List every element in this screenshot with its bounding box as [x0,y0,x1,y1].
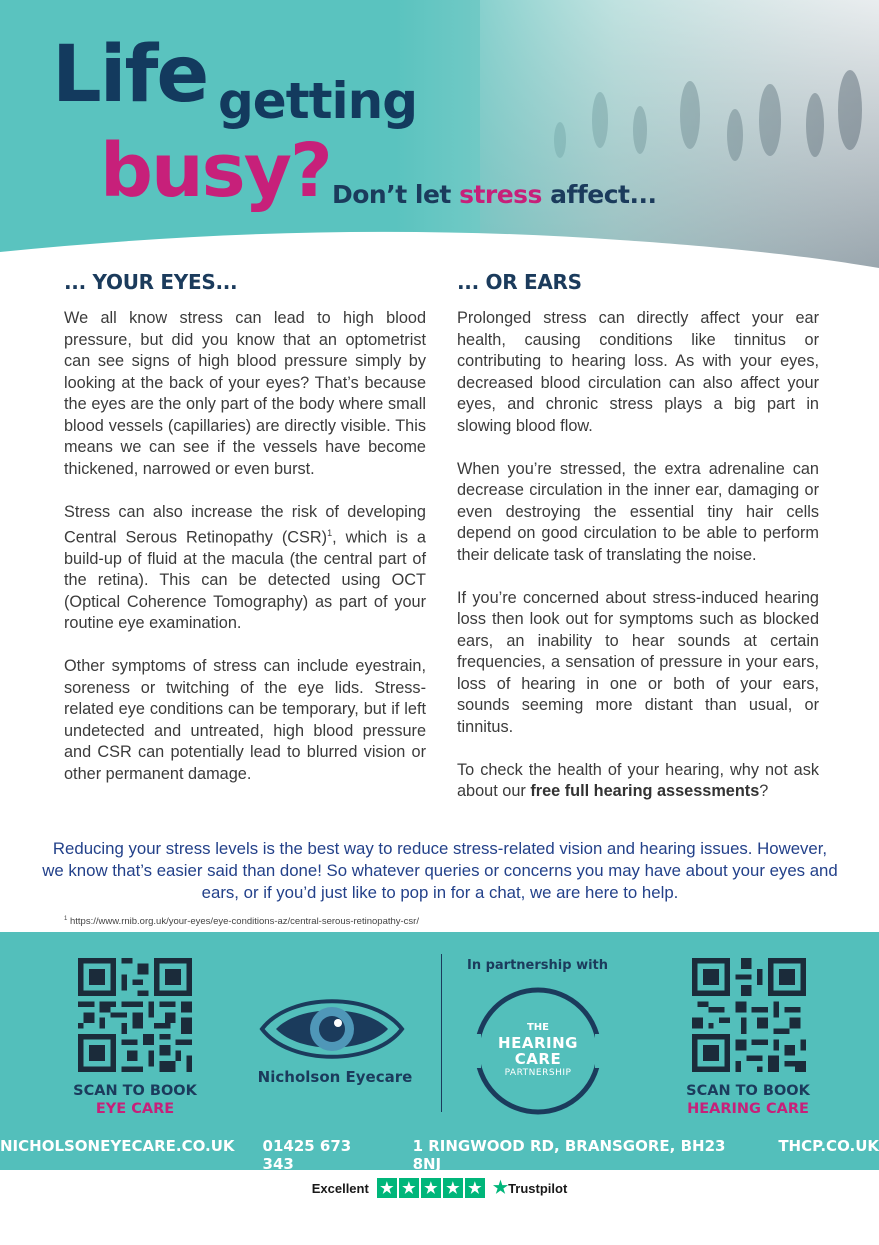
qr-code-hearing-care[interactable] [692,958,806,1072]
headline-life: Life [52,30,208,120]
thcp-hearing: HEARING [498,1034,578,1052]
thcp-partnership: PARTNERSHIP [504,1068,572,1078]
hero-banner [0,0,879,280]
ears-heading: ... OR EARS [457,270,582,294]
thcp-the: THE [526,1022,550,1033]
headline-getting: getting [218,72,418,130]
ears-paragraph-2: When you’re stressed, the extra adrenaline can decrease circulation in the inner ear, damaging or even destroying the essential tiny hair cells depend on good circulation to be able to perform their delicate task of translating the noise. [457,459,819,564]
trustpilot-brand: Trustpilot [508,1181,568,1196]
trustpilot-logo [493,1178,567,1198]
scan-eye-care-label [35,1082,235,1118]
trustpilot-star-icon: ★ [492,1178,509,1197]
star-icon: ★ [399,1178,419,1198]
footnote-number: 1 [64,916,68,922]
contact-bar [0,1137,879,1173]
divider [441,954,442,1112]
website-link-thcp[interactable]: THCP.CO.UK [778,1137,879,1155]
eyes-paragraph-2 [64,502,426,635]
subheadline-part: affect... [541,180,657,209]
ears-paragraph-1: Prolonged stress can directly affect your ear health, causing conditions like tinnitus or contributing to hearing loss. As with your eyes, decreased blood circulation can also affect your eyes, and chronic stress plays a big part in slowing blood flow. [457,309,819,435]
scan-to-book-text: SCAN TO BOOK [73,1083,197,1099]
eye-care-text: EYE CARE [95,1101,175,1117]
eye-logo-icon [256,984,408,1074]
footer-band [0,932,879,1173]
eyes-heading: ... YOUR EYES... [64,270,238,294]
scan-to-book-text: SCAN TO BOOK [686,1083,810,1099]
subheadline-part: Don’t let [332,180,460,209]
hearing-care-text: HEARING CARE [687,1101,809,1117]
website-link[interactable]: NICHOLSONEYECARE.CO.UK [0,1137,235,1155]
footnote-link[interactable]: https://www.rnib.org.uk/your-eyes/eye-conditions-az/central-serous-retinopathy-csr/ [69,916,419,928]
headline-busy: busy? [100,128,331,214]
ears-paragraph-4-text: To check the health of your hearing, why not ask about our [457,760,819,800]
star-icon: ★ [377,1178,397,1198]
ears-paragraph-3: If you’re concerned about stress-induced hearing loss then look out for symptoms such as blocked ears, an inability to hear sounds at certain frequencies, a sensation of pressure in your ears, loss of hearing in one or both of your ears, sounds seeming more distant than usual, or tinnitus. [457,588,819,736]
subheadline-stress: stress [459,180,542,209]
rating-stars [377,1178,485,1198]
scan-hearing-care-label [648,1082,848,1118]
rating-label: Excellent [311,1180,369,1196]
qr-code-eye-care[interactable] [78,958,192,1072]
star-icon: ★ [465,1178,485,1198]
eyes-paragraph-1: We all know stress can lead to high blood pressure, but did you know that an optometrist can see signs of high blood pressure simply by looking at the back of your eyes? That’s because the eyes are the only part of the body where small blood vessels (capillaries) are directly visible. This means we can see if the vessels have become thickened, narrowed or even burst. [64,309,426,478]
star-icon: ★ [421,1178,441,1198]
address: 1 RINGWOOD RD, BRANSGORE, BH23 8NJ [412,1137,726,1173]
ears-column [457,270,819,824]
thcp-care: CARE [514,1050,562,1068]
partnership-label: In partnership with [466,958,609,973]
eyes-column [64,270,426,807]
subheadline [332,180,657,209]
closing-statement: Reducing your stress levels is the best way to reduce stress-related vision and hearing issues. However, we know that’s easier said than done! So whatever queries or concerns you may have about your eyes and ears, or if you’d just like to pop in for a chat, we are here to help. [42,839,838,902]
hearing-assessment-highlight: free full hearing assessments [530,782,760,800]
ears-paragraph-4 [457,760,819,803]
eyes-paragraph-2-text: , which is a build-up of fluid at the macula (the central part of the retina). This can be detected using OCT (Optical Coherence Tomography) as part of your routine eye examination. [64,528,426,633]
star-icon: ★ [443,1178,463,1198]
phone-number[interactable]: 01425 673 343 [262,1137,352,1173]
footnote [64,916,419,927]
brand-name: Nicholson Eyecare [257,1068,413,1086]
footnote-marker: 1 [327,528,333,538]
eyes-paragraph-3: Other symptoms of stress can include eyestrain, soreness or twitching of the eye lids. Stress-related eye conditions can be temporary, but if left undetected and untreated, high blood pressure and CSR can potentially lead to blurred vision or other permanent damage. [64,657,426,783]
eyes-paragraph-2-text: Stress can also increase the risk of developing Central Serous Retinopathy (CSR) [64,502,426,547]
ears-paragraph-4-text: ? [759,782,769,800]
trustpilot-rating [0,1178,879,1198]
